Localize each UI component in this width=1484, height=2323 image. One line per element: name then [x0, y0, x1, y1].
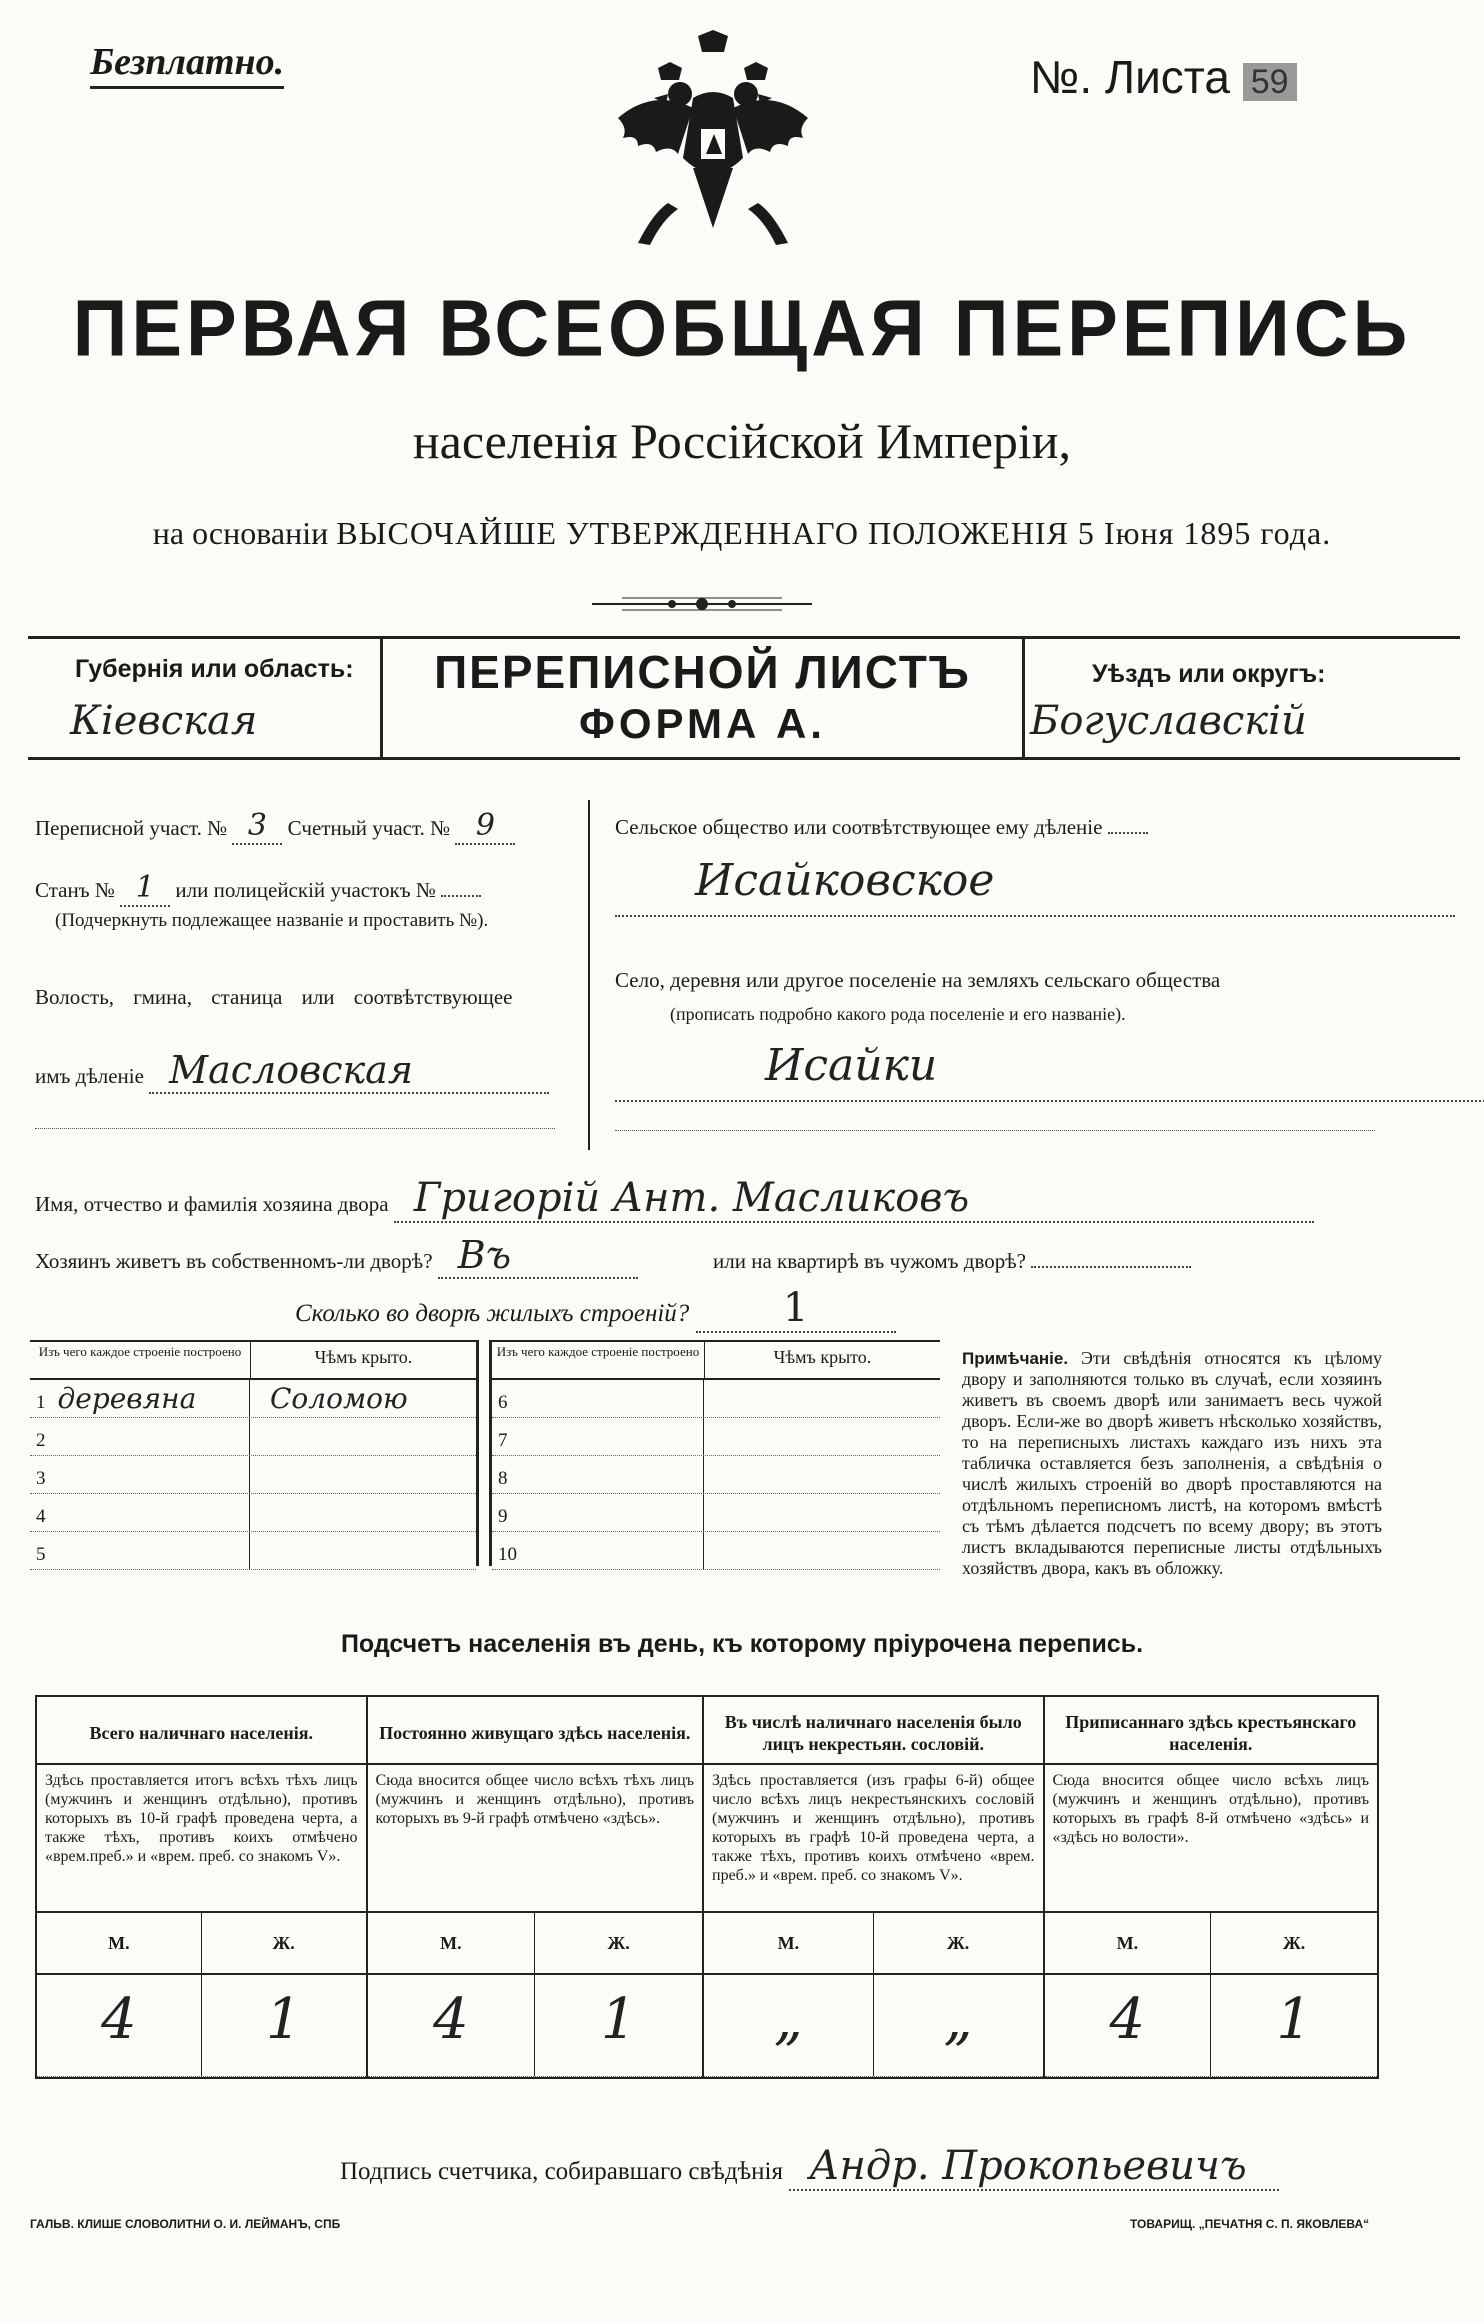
male-count-value: 4 [37, 1975, 202, 2076]
building-row-number: 2 [36, 1430, 46, 1451]
count-column-description: Здѣсь проставляется итогъ всѣхъ тѣхъ лицъ (мужчинъ и женщинъ отдѣльно), противъ которыхъ въ 10-й графѣ проведена черта, а также тѣхъ, противъ коихъ отмѣчено «врем.преб.» и «врем. преб. со знакомъ V». [37, 1765, 366, 1913]
male-label: М. [1045, 1913, 1212, 1973]
count-sex-labels [1045, 1913, 1378, 1975]
district-label: Уѣздъ или округъ: [1092, 660, 1326, 688]
male-label: М. [368, 1913, 536, 1973]
building-roof-cell [704, 1532, 940, 1569]
building-row [492, 1418, 940, 1456]
owner-label: Имя, отчество и фамилія хозяина двора [35, 1192, 389, 1216]
legal-basis-prefix: на основаніи [152, 515, 329, 551]
buildings-table-header-left [30, 1340, 476, 1380]
count-column-description: Сюда вносится общее число всѣхъ лицъ (мужчинъ и женщинъ отдѣльно), противъ которыхъ въ графѣ 8-й отмѣчено «здѣсь» и «здѣсь но волости». [1045, 1765, 1378, 1913]
male-count-value: 4 [368, 1975, 536, 2076]
printer-left: ГАЛЬВ. КЛИШЕ СЛОВОЛИТНИ О. И. ЛЕЙМАНЪ, СПБ [30, 2217, 341, 2231]
legal-basis [0, 515, 1484, 552]
building-row-number: 5 [36, 1544, 46, 1565]
counting-district-label: Счетный участ. № [287, 816, 451, 840]
stan-label: Станъ № [35, 878, 115, 902]
buildings-table-right [492, 1340, 940, 1570]
sheet-number-label: №. Листа [1030, 51, 1230, 103]
legal-basis-main: ВЫСОЧАЙШЕ УТВЕРЖДЕННАГО ПОЛОЖЕНІЯ 5 Іюня 1895 года. [336, 515, 1332, 551]
count-sex-labels [704, 1913, 1042, 1975]
society-value: Исайковское [615, 855, 1455, 917]
owner-row [35, 1175, 1314, 1223]
volost-extra-line [35, 1128, 555, 1129]
village-note: (прописать подробно какого рода поселеніе и его названіе). [670, 1004, 1126, 1024]
female-count-value: 1 [265, 1987, 302, 2052]
volost-label-1: Волость, гмина, станица или соотвѣтствующее [35, 985, 513, 1009]
society-row [615, 815, 1148, 840]
sheet-number [1030, 50, 1297, 104]
note-block [962, 1348, 1382, 1579]
count-column-header: Въ числѣ наличнаго населенія было лицъ некрестьян. сословій. [704, 1697, 1042, 1765]
building-material-cell [492, 1380, 704, 1417]
count-values [37, 1975, 366, 2077]
female-label: Ж. [272, 1933, 295, 1953]
count-column-header: Постоянно живущаго здѣсь населенія. [368, 1697, 703, 1765]
rented-label: или на квартирѣ въ чужомъ дворѣ? [713, 1249, 1026, 1273]
building-material-cell [30, 1418, 250, 1455]
village-value: Исайки [615, 1040, 1484, 1102]
form-a-title: ФОРМА А. [579, 700, 826, 747]
building-roof-cell [250, 1456, 476, 1493]
district-value: Богуславскій [1030, 698, 1307, 744]
male-count-value: 4 [1045, 1975, 1212, 2076]
col-material-header-2: Изъ чего каждое строеніе построено [492, 1342, 705, 1378]
building-roof-cell [704, 1456, 940, 1493]
female-label: Ж. [607, 1933, 630, 1953]
female-label: Ж. [946, 1933, 970, 1953]
note-text: Эти свѣдѣнія относятся къ цѣлому двору и заполняются только въ случаѣ, если хозяинъ живетъ въ своемъ дворѣ или занимаетъ весь чужой дворъ. Если-же во дворѣ живетъ нѣсколько хозяйствъ, то на переписныхъ листахъ каждаго изъ нихъ эта табличка оставляется безъ заполненія, а свѣдѣнія о числѣ жилыхъ строеній во дворѣ проставляются на отдѣльномъ переписномъ листѣ, на которомъ вмѣстѣ съ тѣмъ дѣлается подсчетъ по всему двору; въ этотъ листъ вкладываются переписные листы отдѣльныхъ хозяйствъ двора, какъ въ обложку. [962, 1348, 1382, 1578]
buildings-rows-right [492, 1380, 940, 1570]
count-section-title: Подсчетъ населенія въ день, къ которому пріурочена перепись. [340, 1630, 1144, 1658]
building-row [492, 1456, 940, 1494]
building-row [30, 1380, 476, 1418]
village-label: Село, деревня или другое поселеніе на земляхъ сельскаго общества [615, 968, 1221, 992]
count-columns [37, 1697, 1377, 2077]
vertical-divider [588, 800, 590, 1150]
count-column [1045, 1697, 1378, 2077]
building-row [30, 1418, 476, 1456]
count-values [704, 1975, 1042, 2077]
buildings-count-row [295, 1285, 896, 1333]
building-row-number: 7 [498, 1430, 508, 1451]
buildings-table-header-right [492, 1340, 940, 1380]
printer-right: ТОВАРИЩ. „ПЕЧАТНЯ С. П. ЯКОВЛЕВА“ [1130, 2217, 1370, 2231]
double-headed-eagle-emblem [598, 28, 828, 258]
male-label: М. [37, 1913, 202, 1973]
building-material-cell [492, 1532, 704, 1569]
building-row-number: 6 [498, 1392, 508, 1413]
stan-row [35, 870, 481, 907]
count-column-header: Приписаннаго здѣсь крестьянскаго населенія. [1045, 1697, 1378, 1765]
building-row [30, 1532, 476, 1570]
building-row [30, 1494, 476, 1532]
sheet-number-value: 59 [1243, 63, 1297, 101]
census-district-row [35, 808, 515, 845]
rented-value [1031, 1266, 1191, 1268]
building-material-cell [492, 1418, 704, 1455]
owner-value: Григорій Ант. Масликовъ [394, 1175, 1314, 1223]
counting-district-value: 9 [455, 808, 515, 845]
female-count-value: 1 [600, 1987, 637, 2052]
police-district-value [441, 895, 481, 897]
village-extra-line [615, 1130, 1375, 1131]
buildings-count-label: Сколько во дворѣ жилыхъ строеній? [295, 1300, 690, 1327]
building-row-number: 9 [498, 1506, 508, 1527]
col-roof-header-2: Чѣмъ крыто. [773, 1347, 872, 1367]
building-row-number: 10 [498, 1544, 517, 1565]
female-label: Ж. [1282, 1933, 1306, 1953]
buildings-rows-left [30, 1380, 476, 1570]
building-roof-cell [250, 1418, 476, 1455]
female-count-value: 1 [1276, 1987, 1312, 2052]
buildings-count-value: 1 [696, 1285, 896, 1333]
buildings-table-left [30, 1340, 476, 1570]
census-district-value: 3 [232, 808, 282, 845]
police-district-label: или полицейскій участокъ № [175, 878, 436, 902]
volost-label-2: имъ дѣленіе [35, 1064, 144, 1088]
building-row [30, 1456, 476, 1494]
own-yard-label: Хозяинъ живетъ въ собственномъ-ли дворѣ? [35, 1249, 433, 1273]
society-label: Сельское общество или соотвѣтствующее ему дѣленіе [615, 815, 1103, 839]
building-roof-cell: Соломою [270, 1382, 408, 1415]
province-label: Губернія или область: [75, 655, 354, 683]
count-column [368, 1697, 705, 2077]
building-roof-cell [704, 1380, 940, 1417]
building-roof-cell [704, 1418, 940, 1455]
own-yard-row [35, 1233, 1191, 1279]
census-district-label: Переписной участ. № [35, 816, 228, 840]
count-values [1045, 1975, 1378, 2077]
buildings-table-separator [476, 1340, 492, 1566]
building-material-cell [30, 1532, 250, 1569]
count-sex-labels [37, 1913, 366, 1975]
building-roof-cell [704, 1494, 940, 1531]
count-column [37, 1697, 368, 2077]
sheet-type-title: ПЕРЕПИСНОЙ ЛИСТЪ [434, 646, 971, 698]
stan-value: 1 [120, 870, 170, 907]
count-values [368, 1975, 703, 2077]
building-row-number: 3 [36, 1468, 46, 1489]
free-label: Безплатно. [90, 40, 284, 89]
province-value: Кіевская [70, 698, 258, 744]
own-yard-value: Въ [438, 1233, 638, 1279]
count-column-description: Сюда вносится общее число всѣхъ тѣхъ лицъ (мужчинъ и женщинъ отдѣльно), противъ которыхъ въ 9-й графѣ отмѣчено «здѣсь». [368, 1765, 703, 1913]
female-count-value: „ [943, 1987, 973, 2052]
page-subtitle: населенія Россійской Имперіи, [412, 413, 1072, 469]
building-roof-cell [250, 1532, 476, 1569]
signature-label: Подпись счетчика, собиравшаго свѣдѣнія [340, 2158, 783, 2185]
volost-row [35, 1048, 549, 1094]
col-roof-header: Чѣмъ крыто. [314, 1347, 413, 1367]
stan-note: (Подчеркнуть подлежащее названіе и проставить №). [55, 910, 489, 931]
count-column-header: Всего наличнаго населенія. [37, 1697, 366, 1765]
count-column-description: Здѣсь проставляется (изъ графы 6-й) общее число всѣхъ лицъ некрестьянскихъ сословій (мужчинъ и женщинъ отдѣльно), противъ которыхъ въ графѣ 10-й проведена черта, а также тѣхъ, противъ коихъ отмѣчено «врем. преб.» и «врем. преб. со знакомъ V». [704, 1765, 1042, 1913]
count-sex-labels [368, 1913, 703, 1975]
building-roof-cell [250, 1494, 476, 1531]
building-row [492, 1532, 940, 1570]
building-material-cell [492, 1494, 704, 1531]
building-row-number: 8 [498, 1468, 508, 1489]
count-column [704, 1697, 1044, 2077]
building-material-cell [30, 1380, 250, 1417]
building-row-number: 4 [36, 1506, 46, 1527]
building-material-cell [492, 1456, 704, 1493]
male-count-value: „ [704, 1975, 874, 2076]
building-material-value: деревяна [57, 1382, 197, 1415]
volost-value: Масловская [149, 1048, 549, 1094]
form-title-divider-right [1022, 636, 1025, 757]
signature-row [340, 2143, 1279, 2191]
society-label-dots [1108, 832, 1148, 834]
ornament-divider [592, 592, 812, 616]
building-row-number: 1 [36, 1392, 46, 1413]
buildings-table [30, 1340, 940, 1570]
count-table [35, 1695, 1379, 2079]
building-material-cell [30, 1494, 250, 1531]
building-material-cell [30, 1456, 250, 1493]
page-title: ПЕРВАЯ ВСЕОБЩАЯ ПЕРЕПИСЬ [72, 283, 1412, 374]
col-material-header: Изъ чего каждое строеніе построено [30, 1342, 251, 1378]
building-row [492, 1494, 940, 1532]
note-label: Примѣчаніе. [962, 1349, 1069, 1368]
male-label: М. [704, 1913, 874, 1973]
signature-value: Андр. Прокопьевичъ [789, 2143, 1279, 2191]
building-row [492, 1380, 940, 1418]
